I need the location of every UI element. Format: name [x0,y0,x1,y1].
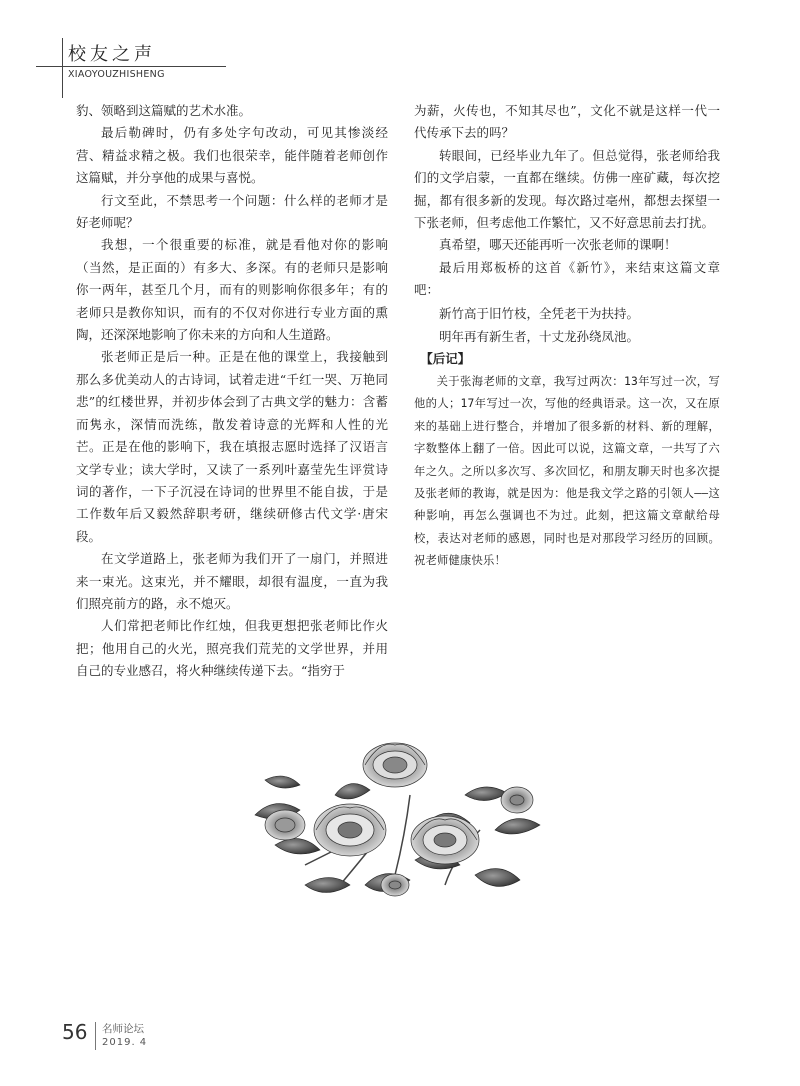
paragraph: 最后勒碑时，仍有多处字句改动，可见其惨淡经营、精益求精之极。我们也很荣幸，能伴随着老师创作这篇赋，并分享他的成果与喜悦。 [76,125,388,186]
poem-line: 明年再有新生者，十丈龙孙绕凤池。 [439,329,640,345]
paragraph: 真希望，哪天还能再听一次张老师的课啊！ [439,237,677,253]
header-horizontal-rule [36,66,226,67]
paragraph: 我想，一个很重要的标准，就是看他对你的影响（当然，是正面的）有多大、多深。有的老师只是影响你一两年，甚至几个月，而有的则影响你很多年；有的老师只是教你知识，而有的不仅对你进行专业方面的熏陶，还深深地影响了你未来的方向和人生道路。 [76,237,388,343]
peony-flower-illustration [245,735,545,915]
paragraph: 最后用郑板桥的这首《新竹》，来结束这篇文章吧： [414,259,720,298]
afterword-text: 关于张海老师的文章，我写过两次：13年写过一次，写他的人；17年写过一次，写他的经典语录。这一次，又在原来的基础上进行整合，并增加了很多新的材料、新的理解，字数整体上翻了一倍。因此可以说，这篇文章，一共写了六年之久。之所以多次写、多次回忆，和朋友聊天时也多次提及张老师的教诲，就是因为：他是我文学之路的引领人——这种影响，再怎么强调也不为过。此刻，把这篇文章献给母校，表达对老师的感恩，同时也是对那段学习经历的回顾。祝老师健康快乐！ [414,374,720,568]
right-column [414,100,720,573]
footer-divider [95,1022,96,1050]
page-number: 56 [62,1020,88,1044]
paragraph: 张老师正是后一种。正是在他的课堂上，我接触到那么多优美动人的古诗词，试着走进“千红一哭、万艳同悲”的红楼世界，并初步体会到了古典文学的魅力：含蓄而隽永，深情而洗练，散发着诗意的光辉和人性的光芒。正是在他的影响下，我在填报志愿时选择了汉语言文学专业；读大学时，又读了一系列叶嘉莹先生评赏诗词的著作，一下子沉浸在诗词的世界里不能自拔，于是工作数年后又毅然辞职考研，继续研修古代文学·唐宋段。 [76,349,388,544]
paragraph: 在文学道路上，张老师为我们开了一扇门，并照进来一束光。这束光，并不耀眼，却很有温度，一直为我们照亮前方的路，永不熄灭。 [76,551,388,611]
section-subtitle: XIAOYOUZHISHENG [68,69,165,80]
paragraph: 行文至此，不禁思考一个问题：什么样的老师才是好老师呢？ [76,192,388,231]
paragraph: 为薪，火传也，不知其尽也”，文化不就是这样一代一代传承下去的吗？ [414,103,720,141]
poem-line: 新竹高于旧竹枝，全凭老干为扶持。 [439,305,640,321]
header-vertical-rule [62,38,63,98]
section-title: 校友之声 [68,44,156,65]
left-column [76,100,388,683]
paragraph: 豹、领略到这篇赋的艺术水准。 [76,103,252,118]
afterword-label: 【后记】 [420,351,471,367]
paragraph: 转眼间，已经毕业九年了。但总觉得，张老师给我们的文学启蒙，一直都在继续。仿佛一座矿藏，每次挖掘，都有很多新的发现。每次路过亳州，都想去探望一下张老师，但考虑他工作繁忙，又不好意思前去打扰。 [414,147,720,231]
paragraph: 人们常把老师比作红烛，但我更想把张老师比作火把；他用自己的火光，照亮我们荒芜的文学世界，并用自己的专业感召，将火种继续传递下去。“指穷于 [76,618,388,679]
magazine-name: 名师论坛 [102,1023,144,1035]
issue-date: 2019. 4 [102,1037,148,1048]
